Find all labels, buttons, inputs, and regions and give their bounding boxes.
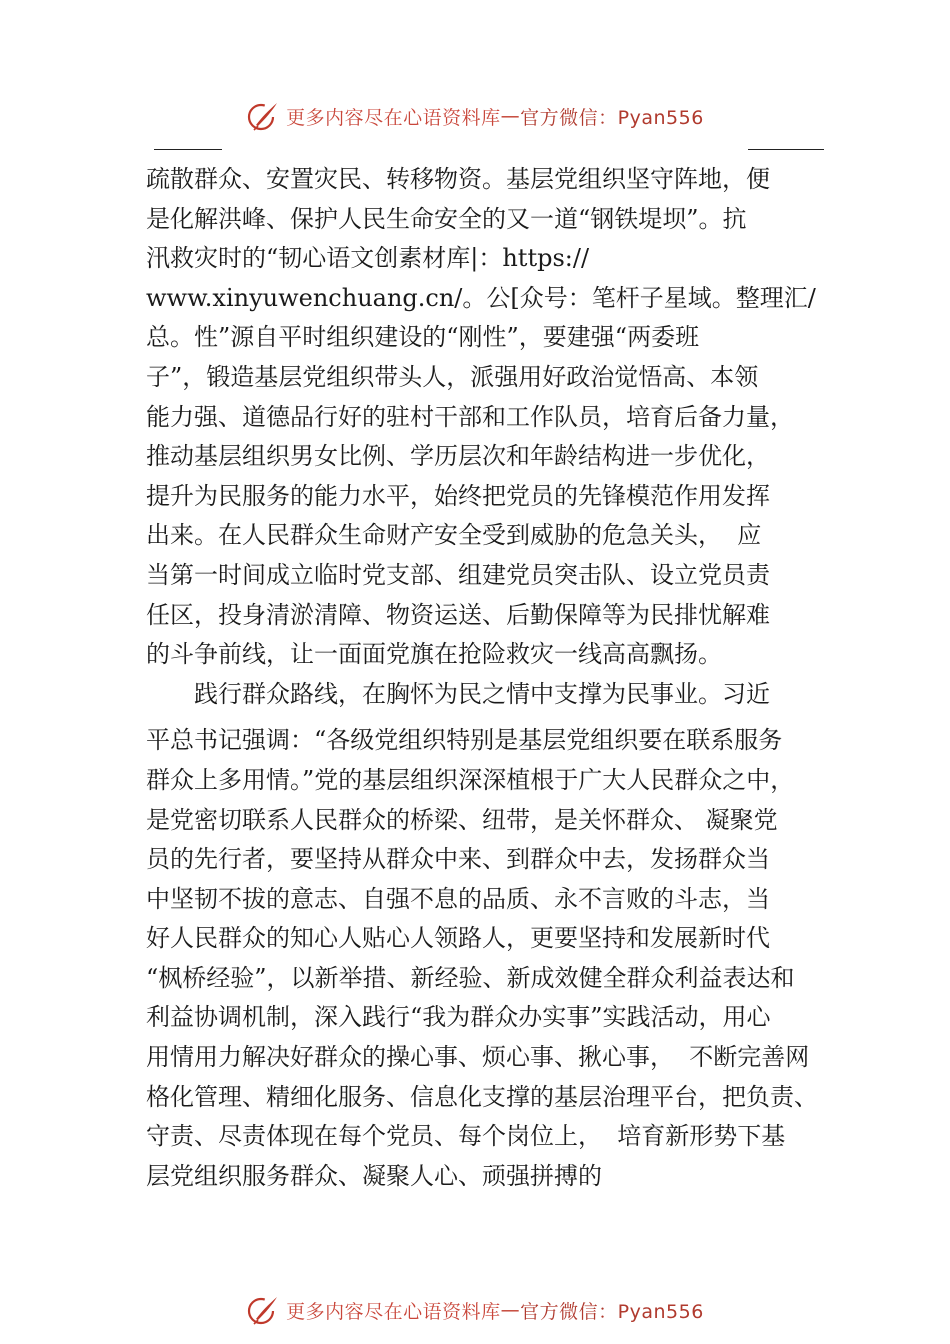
footer-separator: — [500, 1299, 521, 1321]
text-line: 层党组织服务群众、凝聚人心、顽强拼搏的 [146, 1161, 602, 1190]
text-line: 是化解洪峰、保护人民生命安全的又一道“钢铁堤坝”。抗 [146, 204, 747, 233]
text-line: 任区，投身清淤清障、物资运送、后勤保障等为民排忧解难 [146, 600, 770, 629]
text-line: 好人民群众的知心人贴心人领路人，更要坚持和发展新时代 [146, 924, 770, 953]
text-line: 员的先行者，要坚持从群众中来、到群众中去，发扬群众当 [146, 845, 770, 874]
text-line: 利益协调机制，深入践行“我为群众办实事”实践活动，用心 [146, 1003, 771, 1032]
header-tail: 官方微信：Pyan556 [520, 106, 704, 129]
footer-brand: 更多内容尽在心语资料库 [286, 1300, 501, 1323]
paragraph-2 [146, 675, 836, 1197]
feather-pen-logo-icon [246, 1293, 280, 1327]
text-line: 提升为民服务的能力水平，始终把党员的先锋模范作用发挥 [146, 481, 770, 510]
header-rule-right [748, 149, 824, 150]
text-line: 群众上多用情。”党的基层组织深深植根于广大人民群众之中， [146, 765, 795, 794]
text-line: 守责、尽责体现在每个党员、每个岗位上， 培育新形势下基 [146, 1122, 786, 1151]
text-line: 格化管理、精细化服务、信息化支撑的基层治理平台，把负责、 [146, 1082, 818, 1111]
header-separator: — [500, 105, 521, 127]
text-line: 是党密切联系人民群众的桥梁、纽带，是关怀群众、 凝聚党 [146, 805, 778, 834]
text-line: 践行群众路线，在胸怀为民之情中支撑为民事业。习近 [194, 679, 770, 708]
text-line: 汛救灾时的“韧心语文创素材库|：https:// [146, 244, 590, 273]
text-line: 总。性”源自平时组织建设的“刚性”，要建强“两委班 [146, 323, 700, 352]
text-line: 出来。在人民群众生命财产安全受到威胁的危急关头， 应 [146, 521, 762, 550]
text-line: 平总书记强调：“各级党组织特别是基层党组织要在联系服务 [146, 726, 783, 755]
text-line: 推动基层组织男女比例、学历层次和年龄结构进一步优化， [146, 442, 770, 471]
feather-pen-logo-icon [246, 99, 280, 133]
header-brand: 更多内容尽在心语资料库 [286, 106, 501, 129]
header-rule-left [154, 149, 222, 150]
text-line: www.xinyuwenchuang.cn/。公[众号：笔杆子星域。整理汇/ [146, 283, 816, 312]
header-banner [0, 96, 950, 136]
document-body [146, 160, 836, 1196]
paragraph-1 [146, 160, 836, 675]
text-line: 的斗争前线，让一面面党旗在抢险救灾一线高高飘扬。 [146, 640, 722, 669]
text-line: 中坚韧不拔的意志、自强不息的品质、永不言败的斗志，当 [146, 884, 770, 913]
text-line: “枫桥经验”，以新举措、新经验、新成效健全群众利益表达和 [146, 963, 795, 992]
footer-tail: 官方微信：Pyan556 [520, 1300, 704, 1323]
text-line: 子”，锻造基层党组织带头人，派强用好政治觉悟高、本领 [146, 362, 759, 391]
text-line: 能力强、道德品行好的驻村干部和工作队员，培育后备力量， [146, 402, 794, 431]
text-line: 用情用力解决好群众的操心事、烦心事、揪心事， 不断完善网 [146, 1043, 810, 1072]
text-line: 疏散群众、安置灾民、转移物资。基层党组织坚守阵地，便 [146, 165, 770, 193]
text-line: 当第一时间成立临时党支部、组建党员突击队、设立党员责 [146, 560, 770, 589]
footer-banner [0, 1290, 950, 1330]
